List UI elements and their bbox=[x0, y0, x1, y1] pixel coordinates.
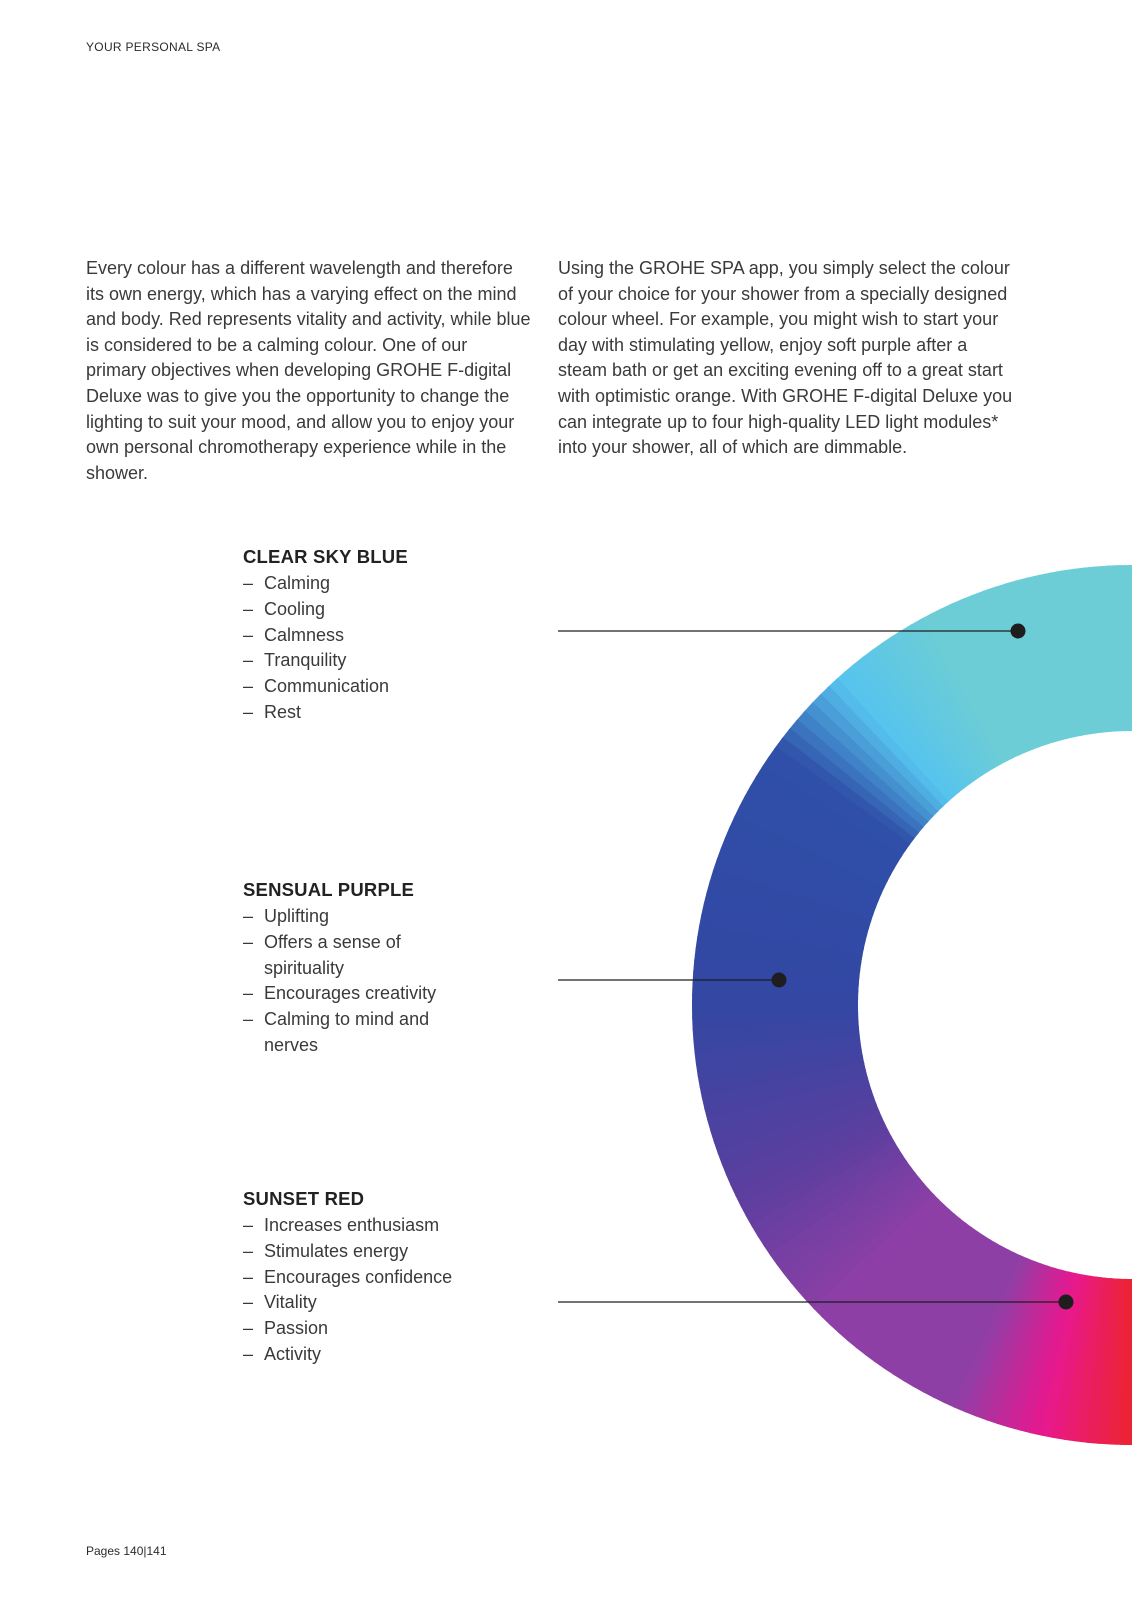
bullet-dash: – bbox=[243, 983, 254, 1004]
bullet-dash: – bbox=[243, 931, 254, 952]
list-item bbox=[243, 1342, 543, 1368]
colour-list-blue bbox=[243, 571, 543, 726]
list-item bbox=[243, 1265, 543, 1291]
list-item-text: Vitality bbox=[264, 1292, 317, 1313]
colour-title-blue: CLEAR SKY BLUE bbox=[243, 546, 408, 567]
colour-block-sensual-purple bbox=[243, 879, 543, 1059]
list-item bbox=[243, 1316, 543, 1342]
bullet-dash: – bbox=[243, 1240, 254, 1261]
bullet-dash: – bbox=[243, 598, 254, 619]
colour-list-purple bbox=[243, 904, 443, 1059]
bullet-dash: – bbox=[243, 906, 254, 926]
colour-title-purple: SENSUAL PURPLE bbox=[243, 879, 415, 900]
list-item-text: Rest bbox=[264, 701, 302, 722]
bullet-dash: – bbox=[243, 1292, 254, 1313]
list-item bbox=[243, 700, 543, 726]
bullet-dash: – bbox=[243, 624, 254, 645]
list-item-text: Uplifting bbox=[264, 906, 330, 926]
list-item bbox=[243, 904, 443, 930]
list-item bbox=[243, 1007, 443, 1059]
colour-wheel-ring bbox=[692, 565, 1132, 1445]
list-item bbox=[243, 674, 543, 700]
bullet-dash: – bbox=[243, 1215, 254, 1235]
callout-dot-purple bbox=[772, 973, 787, 988]
intro-text-left: Every colour has a different wavelength and therefore its own energy, which has a varying effect on the mind and body. Red represents vitality and activity, while blue is considered to be a calming colour. One of our primary objectives when developing GROHE F-digital Deluxe was to give you the opportunity to change the lighting to suit your mood, and allow you to enjoy your own personal chromotherapy experience while in the shower. bbox=[86, 258, 531, 483]
colour-block-clear-sky-blue bbox=[243, 546, 543, 726]
list-item-text: Activity bbox=[264, 1343, 322, 1364]
list-item bbox=[243, 981, 443, 1007]
list-item-text: Calming to mind and nerves bbox=[264, 1009, 430, 1055]
list-item-text: Cooling bbox=[264, 598, 326, 619]
list-item-text: Calming bbox=[264, 573, 331, 593]
list-item-text: Stimulates energy bbox=[264, 1240, 409, 1261]
bullet-dash: – bbox=[243, 573, 254, 593]
page-section-label: YOUR PERSONAL SPA bbox=[86, 40, 221, 54]
bullet-dash: – bbox=[243, 1266, 254, 1287]
bullet-dash: – bbox=[243, 1318, 254, 1339]
bullet-dash: – bbox=[243, 1343, 254, 1364]
colour-title-red: SUNSET RED bbox=[243, 1188, 365, 1209]
bullet-dash: – bbox=[243, 676, 254, 697]
list-item-text: Tranquility bbox=[264, 650, 347, 671]
list-item-text: Calmness bbox=[264, 624, 345, 645]
intro-text-right: Using the GROHE SPA app, you simply select the colour of your choice for your shower from a specially designed colour wheel. For example, you might wish to start your day with stimulating yellow, enjoy soft purple after a steam bath or get an exciting evening off to a great start with optimistic orange. With GROHE F-digital Deluxe you can integrate up to four high-quality LED light modules* into your shower, all of which are dimmable. bbox=[558, 258, 1013, 458]
list-item-text: Communication bbox=[264, 676, 390, 697]
bullet-dash: – bbox=[243, 1009, 254, 1030]
list-item bbox=[243, 930, 443, 982]
list-item bbox=[243, 571, 543, 597]
callout-dot-blue bbox=[1011, 624, 1026, 639]
list-item-text: Encourages creativity bbox=[264, 983, 437, 1004]
list-item bbox=[243, 1239, 543, 1265]
bullet-dash: – bbox=[243, 701, 254, 722]
list-item-text: Offers a sense of spirituality bbox=[264, 931, 401, 978]
list-item bbox=[243, 623, 543, 649]
colour-block-sunset-red bbox=[243, 1188, 543, 1368]
list-item-text: Increases enthusiasm bbox=[264, 1215, 440, 1235]
list-item-text: Encourages confidence bbox=[264, 1266, 453, 1287]
list-item bbox=[243, 648, 543, 674]
callout-dot-red bbox=[1059, 1295, 1074, 1310]
list-item bbox=[243, 1290, 543, 1316]
list-item-text: Passion bbox=[264, 1318, 329, 1339]
colour-list-red bbox=[243, 1213, 543, 1368]
bullet-dash: – bbox=[243, 650, 254, 671]
list-item bbox=[243, 597, 543, 623]
list-item bbox=[243, 1213, 543, 1239]
page-numbers: Pages 140|141 bbox=[86, 1544, 167, 1558]
